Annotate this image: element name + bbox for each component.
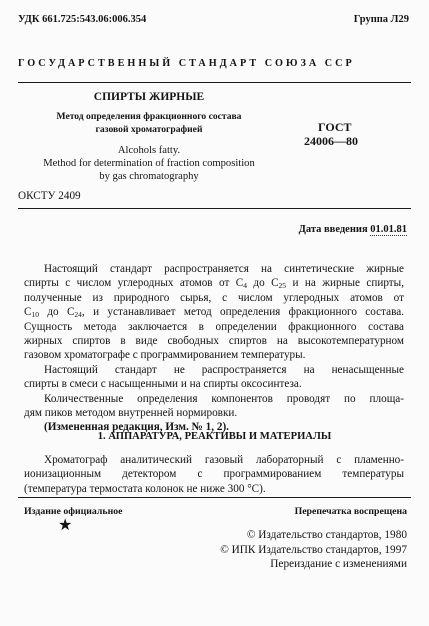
p1-line4 [24, 305, 404, 319]
p1-l2-text-b: до C [246, 277, 279, 290]
intro-date-label: Дата введения [298, 224, 368, 235]
p2-line1: Настоящий стандарт не распространяется на ненасыщенные [44, 363, 404, 376]
p1-l4-sub2: 24 [74, 310, 82, 320]
amendment-note: (Измененная редакция, Изм. № 1, 2). [44, 421, 229, 434]
p3-line2: дям пиков методом внутренней нормировки. [24, 407, 238, 420]
p1-l4-text-b: до C [38, 306, 75, 319]
p1-l4-text-c: , и устанавливает метод определения фракционного состава. [81, 306, 404, 319]
reissue-note: Переиздание с изменениями [270, 558, 407, 570]
bottom-rule [18, 497, 411, 498]
title-ru-sub-line1: Метод определения фракционного состава [56, 111, 242, 122]
s1-line3: (температура термостата колонок не ниже 300 °C). [24, 482, 266, 495]
p1-l4-sub1: 10 [31, 310, 39, 320]
top-rule [18, 82, 411, 83]
section-1-heading: 1. АППАРАТУРА, РЕАКТИВЫ И МАТЕРИАЛЫ [97, 431, 332, 442]
okstu-code: ОКСТУ 2409 [18, 190, 81, 202]
copyright-1997: © ИПК Издательство стандартов, 1997 [220, 543, 407, 556]
official-edition: Издание официальное [24, 506, 123, 517]
title-en-line2: Method for determination of fraction composition [43, 158, 255, 169]
copyright-block [220, 528, 407, 572]
body-text [24, 262, 404, 435]
p1-l2-sub2: 25 [278, 281, 287, 291]
p1-l2-text-a: спирты с числом углеродных атомов от C [24, 277, 244, 290]
star-icon: ★ [58, 517, 73, 534]
p1-line2 [24, 276, 404, 290]
udk-code: УДК 661.725:543.06:006.354 [18, 14, 147, 25]
p3-line1: Количественные определения компонентов проводят по площа- [44, 392, 404, 405]
intro-date-value: 01.01.81 [370, 224, 407, 235]
p1-line7: газовом хроматографе с программированием температуры. [24, 349, 306, 362]
p1-l2-sub1: 4 [243, 281, 247, 291]
p1-l2-text-c: и на жирные спирты, [286, 277, 405, 290]
p2-line2: спирты в смеси с насыщенными и на спирты оксосинтеза. [24, 378, 302, 391]
p1-line6: жирных спиртов в виде свободных спиртов на высокотемпературном [24, 335, 404, 348]
group-code: Группа Л29 [353, 14, 409, 25]
title-ru: СПИРТЫ ЖИРНЫЕ [93, 91, 205, 103]
s1-line1: Хроматограф аналитический газовый лабораторный с пламенно- [44, 454, 404, 466]
p1-line5: Сущность метода заключается в определении фракционного состава [24, 320, 404, 333]
title-en-line3: by gas chromatography [99, 171, 199, 182]
title-block [18, 91, 280, 183]
introduction-date [299, 224, 407, 235]
middle-rule [18, 208, 411, 209]
p1-l4-text-a: C [24, 306, 32, 319]
section-1-text [24, 453, 404, 496]
reprint-prohibited: Перепечатка воспрещена [294, 506, 407, 517]
p1-line1: Настоящий стандарт распространяется на синтетические жирные [44, 263, 404, 275]
title-ru-sub-line2: газовой хроматографией [95, 124, 203, 135]
s1-line2: ионизационным детектором с программированием температуры [24, 468, 404, 481]
title-en-line1: Alcohols fatty. [117, 145, 181, 156]
gost-label: ГОСТ [318, 120, 352, 134]
state-standard-banner: ГОСУДАРСТВЕННЫЙ СТАНДАРТ СОЮЗА ССР [18, 58, 355, 69]
gost-number: 24006—80 [304, 134, 358, 148]
copyright-1980: © Издательство стандартов, 1980 [246, 529, 407, 541]
p1-line3: полученные из природного сырья, с числом углеродных атомов от [24, 291, 404, 304]
